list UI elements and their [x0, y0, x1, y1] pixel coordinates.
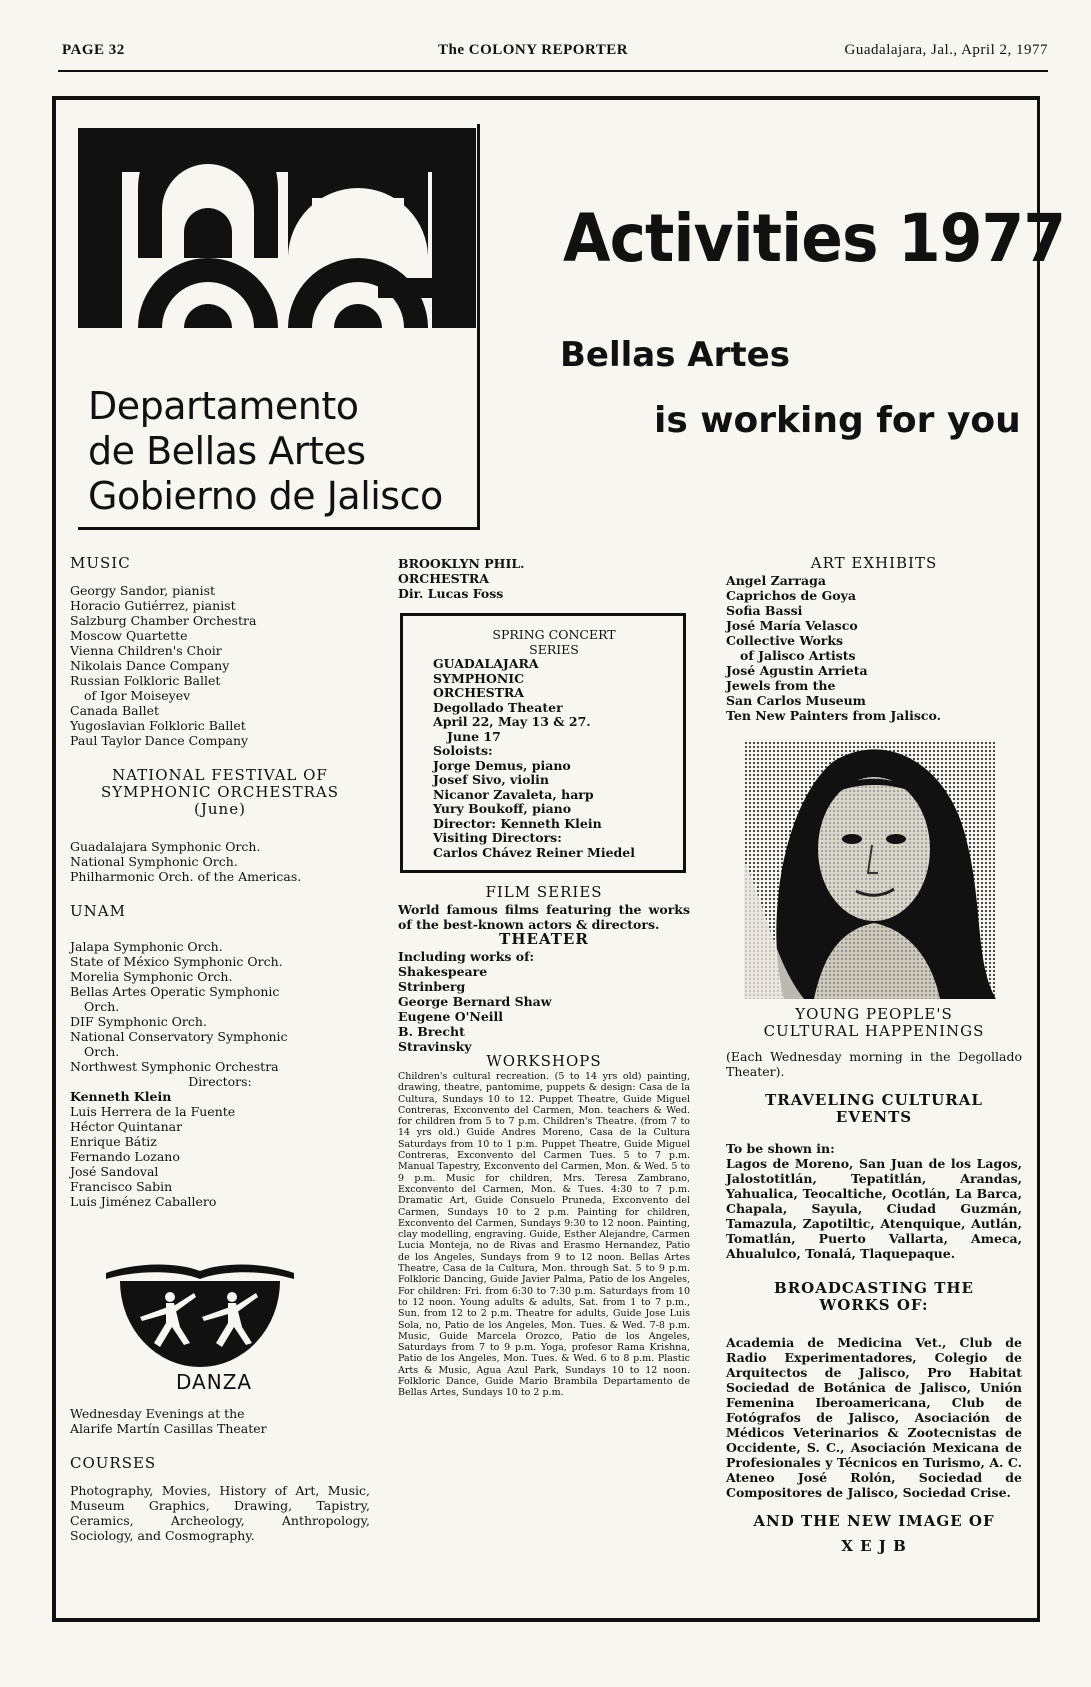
department-name [88, 384, 443, 519]
courses-heading: COURSES [70, 1454, 157, 1472]
list-item: Angel Zarraga [726, 573, 826, 588]
concert-line: April 22, May 13 & 27. [433, 714, 591, 729]
logo-block [78, 124, 480, 530]
art-list [726, 573, 1022, 723]
list-item: State of México Symphonic Orch. [70, 954, 283, 969]
list-item: San Carlos Museum [726, 693, 866, 708]
list-item: Shakespeare [398, 964, 488, 979]
young-heading-line: CULTURAL HAPPENINGS [763, 1022, 985, 1040]
young-text: (Each Wednesday morning in the Degollado Theater). [726, 1049, 1022, 1079]
list-item: Sofia Bassi [726, 603, 803, 618]
list-item: Russian Folkloric Ballet [70, 673, 221, 688]
list-item: Stravinsky [398, 1039, 472, 1054]
list-item: Bellas Artes Operatic Symphonic [70, 984, 280, 999]
list-item: José María Velasco [726, 618, 858, 633]
courses-text: Photography, Movies, History of Art, Music, Museum Graphics, Drawing, Tapistry, Ceramics, Archeology, Anthropology, Sociology, and Cosmography. [70, 1483, 370, 1543]
list-item: Caprichos de Goya [726, 588, 856, 603]
dept-line-3: Gobierno de Jalisco [88, 474, 443, 518]
headline-subtitle-2: is working for you [654, 400, 1021, 441]
dept-line-2: de Bellas Artes [88, 429, 366, 473]
list-item: José Sandoval [70, 1164, 159, 1179]
list-item: Fernando Lozano [70, 1149, 180, 1164]
concert-line: Director: Kenneth Klein [433, 815, 602, 831]
concert-heading-line: SPRING CONCERT [492, 627, 616, 642]
brooklyn-line: BROOKLYN PHIL. [398, 556, 525, 571]
list-item: Yugoslavian Folkloric Ballet [70, 718, 246, 733]
film-heading: FILM SERIES [485, 883, 603, 901]
young-heading [726, 1007, 1022, 1039]
film-text: World famous films featuring the works of the best-known actors & directors. [398, 902, 690, 932]
list-item: Orch. [84, 999, 120, 1014]
traveling-heading-line: TRAVELING CULTURAL [765, 1091, 983, 1109]
list-item: Salzburg Chamber Orchestra [70, 613, 257, 628]
brooklyn-block [398, 556, 690, 601]
list-item: Canada Ballet [70, 703, 160, 718]
list-item: Enrique Bátiz [70, 1134, 157, 1149]
concert-line: SYMPHONIC [433, 670, 525, 686]
mona-lisa-image [744, 741, 996, 999]
list-item: DIF Symphonic Orch. [70, 1014, 207, 1029]
list-item: Northwest Symphonic Orchestra [70, 1059, 279, 1074]
theater-heading: THEATER [499, 930, 589, 948]
list-item: José Agustin Arrieta [726, 663, 868, 678]
list-item: Georgy Sandor, pianist [70, 583, 216, 598]
concert-line: Soloists: [433, 743, 493, 758]
music-heading: MUSIC [70, 554, 131, 572]
broadcasting-heading [726, 1281, 1022, 1313]
brooklyn-line: ORCHESTRA [398, 571, 489, 586]
list-item: George Bernard Shaw [398, 994, 552, 1009]
call-sign: X E J B [841, 1537, 907, 1555]
new-image-heading: AND THE NEW IMAGE OF [753, 1512, 995, 1530]
list-item: Including works of: [398, 949, 535, 964]
traveling-text: Lagos de Moreno, San Juan de los Lagos, Jalostotitlán, Tepatitlán, Arandas, Yahualica, Teocaltiche, Ocotlán, La Barca, Chapala, Sayula, Ciudad Guzmán, Tamazula, Zapotiltic, Atenquique, Autlán, Tomatlán, Puerto Vallarta, Ameca, Ahualulco, Tonalá, Tlaquepaque. [726, 1156, 1022, 1261]
art-exhibits-heading: ART EXHIBITS [810, 554, 938, 572]
list-item: National Conservatory Symphonic [70, 1029, 288, 1044]
concert-line: Yury Boukoff, piano [433, 801, 572, 816]
list-item: Moscow Quartette [70, 628, 188, 643]
festival-heading-line: SYMPHONIC ORCHESTRAS [100, 783, 340, 801]
workshops-heading: WORKSHOPS [486, 1052, 602, 1070]
danza-illustration [100, 1257, 300, 1369]
list-item: Eugene O'Neill [398, 1009, 504, 1024]
headline-subtitle-1: Bellas Artes [560, 335, 790, 375]
concert-line: GUADALAJARA [433, 656, 539, 671]
concert-line: Nicanor Zavaleta, harp [433, 786, 594, 802]
danza-label: DANZA [176, 1370, 253, 1394]
list-item: Paul Taylor Dance Company [70, 733, 249, 748]
unam-heading: UNAM [70, 902, 126, 920]
column-left [70, 556, 370, 1543]
list-item: of Igor Moiseyev [84, 688, 191, 703]
broadcasting-text: Academia de Medicina Vet., Club de Radio Experimentadores, Colegio de Arquitectos de Jalisco, Pro Habitat Sociedad de Botánica de Jalisco, Unión Femenina Iberoamericana, Club de Fotógrafos de Jalisco, Asociación de Médicos Veterinarios & Zootecnistas de Occidente, S. C., Asociación Mexicana de Profesionales y Técnicos en Turismo, A. C. Ateneo José Rolón, Sociedad de Compositores de Jalisco, Sociedad Crise. [726, 1335, 1022, 1500]
festival-heading-line: NATIONAL FESTIVAL OF [112, 766, 328, 784]
list-item: B. Brecht [398, 1024, 465, 1039]
traveling-heading-line: EVENTS [835, 1108, 913, 1126]
list-item: Luis Jiménez Caballero [70, 1194, 217, 1209]
list-item: Orch. [84, 1044, 120, 1059]
concert-line: June 17 [447, 728, 501, 744]
list-item: Luis Herrera de la Fuente [70, 1104, 236, 1119]
headline-title: Activities 1977 [563, 200, 1066, 277]
traveling-heading [726, 1093, 1022, 1125]
column-right [726, 556, 1022, 1556]
list-item: Jalapa Symphonic Orch. [70, 939, 223, 954]
list-item: Héctor Quintanar [70, 1119, 183, 1134]
young-heading-line: YOUNG PEOPLE'S [795, 1005, 953, 1023]
brooklyn-line: Dir. Lucas Foss [398, 586, 504, 601]
page-header [58, 42, 1048, 66]
newspaper-name: The COLONY REPORTER [438, 42, 629, 58]
concert-line: Josef Sivo, violin [433, 772, 549, 787]
music-list [70, 583, 370, 748]
festival-heading-line: (June) [194, 800, 246, 818]
list-item: Strinberg [398, 979, 466, 994]
broadcasting-heading-line: BROADCASTING THE [774, 1279, 974, 1297]
traveling-intro: To be shown in: [726, 1141, 835, 1156]
concert-line: Carlos Chávez Reiner Miedel [433, 844, 635, 860]
list-item: Guadalajara Symphonic Orch. [70, 839, 261, 854]
concert-heading-line: SERIES [529, 641, 579, 657]
page-number: PAGE 32 [62, 42, 125, 58]
list-item: Horacio Gutiérrez, pianist [70, 598, 236, 613]
concert-heading [433, 628, 675, 657]
list-item: National Symphonic Orch. [70, 854, 238, 869]
danza-line: Wednesday Evenings at the [70, 1406, 245, 1421]
theater-list [398, 949, 690, 1054]
list-item: Philharmonic Orch. of the Americas. [70, 869, 302, 884]
concert-line: ORCHESTRA [433, 685, 524, 700]
concert-line: Jorge Demus, piano [433, 757, 571, 773]
spring-concert-box [400, 613, 686, 873]
danza-text [70, 1406, 370, 1436]
directors-heading: Directors: [188, 1074, 252, 1089]
list-item: Francisco Sabin [70, 1179, 173, 1194]
concert-line: Degollado Theater [433, 699, 563, 715]
festival-heading [70, 768, 370, 817]
column-middle [398, 556, 690, 1399]
list-item: Kenneth Klein [70, 1089, 172, 1104]
festival-list [70, 839, 370, 884]
list-item: of Jalisco Artists [740, 648, 856, 663]
list-item: Vienna Children's Choir [70, 643, 222, 658]
dateline: Guadalajara, Jal., April 2, 1977 [844, 42, 1048, 58]
list-item: Nikolais Dance Company [70, 658, 230, 673]
bellas-artes-logo [78, 128, 476, 328]
workshops-text: Children's cultural recreation. (5 to 14 yrs old) painting, drawing, theatre, pantomime, puppets & design: Casa de la Cultura, Sundays 10 to 12. Puppet Theatre, Guide Miguel Contreras, Exconvento del Carmen, Mon. teachers & Wed. for children from 5 to 7 p.m. Children's Theatre. (from 7 to 14 yrs old.) Guide Andres Moreno, Casa de la Cultura Saturdays from 10 to 1 p.m. Puppet Theatre, Guide Miguel Contreras, Exconvento del Carmen Tues. 5 to 7 p.m. Manual Tapestry, Exconvento del Carmen, Mon. & Wed. 5 to 9 p.m. Music for children, Mrs. Teresa Zambrano, Exconvento del Carmen, Mon. & Tues. 4:30 to 7 p.m. Dramatic Art, Guide Consuelo Pruneda, Exconvento del Carmen, Sundays 10 to 2 p.m. Painting for children, Exconvento del Carmen, Sundays 9:30 to 12 noon. Painting, clay modelling, engraving. Guide, Esther Alejandre, Carmen Lucia Monteja, no de Rivas and Erasmo Hernandez, Patio de los Angeles, Sundays from 9 to 12 noon. Bellas Artes Theatre, Casa de la Cultura, Mon. through Sat. 5 to 9 p.m. Folkloric Dancing, Guide Javier Palma, Patio de los Angeles, For children: Fri. from 6:30 to 7:30 p.m. Saturdays from 10 to 12 noon. Young adults & adults, Sat. from 1 to 7 p.m., Sun. from 12 to 2 p.m. Theatre for adults, Guide Jose Luis Sola, no, Patio de los Angeles, Mon. Tues. & Wed. 7-8 p.m. Music, Guide Marcela Orozco, Patio de los Angeles, Saturdays from 7 to 9 p.m. Yoga, profesor Rama Krishna, Patio de los Angeles, Mon. Tues. & Wed. 6 to 8 p.m. Plastic Arts & Music, Agua Azul Park, Sundays 10 to 12 noon. Folkloric Dance, Guide Mario Brambila Departamento de Bellas Artes, Sundays 10 to 2 p.m. [398, 1071, 690, 1399]
list-item: Jewels from the [726, 678, 836, 693]
unam-list [70, 939, 370, 1074]
list-item: Morelia Symphonic Orch. [70, 969, 233, 984]
concert-line: Visiting Directors: [433, 830, 562, 845]
header-rule [58, 70, 1048, 72]
directors-list [70, 1089, 370, 1209]
dept-line-1: Departamento [88, 384, 359, 428]
broadcasting-heading-line: WORKS OF: [819, 1296, 929, 1314]
danza-line: Alarife Martín Casillas Theater [70, 1421, 267, 1436]
concert-details [433, 657, 675, 860]
list-item: Ten New Painters from Jalisco. [726, 708, 941, 723]
list-item: Collective Works [726, 633, 844, 648]
